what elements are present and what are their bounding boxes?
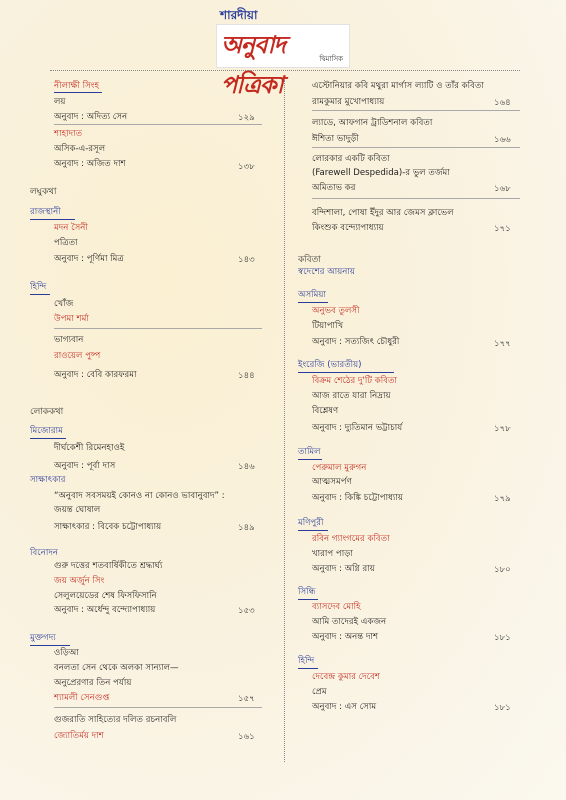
entry-translator: অনুবাদ : দ্যুতিমান ভট্টাচার্য	[312, 423, 403, 433]
separator	[312, 110, 520, 111]
underline	[298, 302, 328, 303]
section-heading: লঘুকথা	[30, 187, 57, 197]
page-number: ১৭৮	[494, 424, 511, 434]
entry-author: পেরুমাল মুরুগন	[312, 463, 367, 473]
separator	[54, 124, 262, 125]
section-heading: সাক্ষাৎকার	[30, 475, 66, 485]
entry-title: বন্দিশালা, পোষা ইঁদুর আর জেমস ক্লাভেল	[312, 208, 454, 218]
section-heading: মুক্তগদ্য	[30, 633, 56, 643]
entry-translator: অনুবাদ : পূর্বা দাস	[54, 461, 116, 471]
entry-author: মদন সৈনী	[54, 223, 88, 233]
entry-title: আমি তাদেরই একজন	[312, 617, 387, 627]
entry-title-cont: অনুপ্রেরণার তিন পর্যায়	[54, 678, 132, 688]
entry-translator: অনুবাদ : পূর্ণিমা মিত্র	[54, 254, 124, 264]
language-label: সিন্ধি	[298, 587, 316, 597]
entry-title: এস্টোনিয়ার কবি মথুরা মার্গাস ল্যাটি ও তাঁর কবিতা	[312, 81, 484, 91]
page-number: ১৫৩	[238, 606, 255, 616]
underline	[54, 92, 102, 93]
page-number: ১৫৭	[238, 694, 255, 704]
entry-title: দীর্ঘকেশী রিমেনহাওই	[54, 443, 125, 453]
section-heading: লোককথা	[30, 407, 64, 417]
separator	[54, 328, 262, 329]
page-number: ১৬৮	[494, 184, 511, 194]
entry-author: রামকুমার মুখোপাধ্যায়	[312, 97, 385, 107]
language-label: অসমিয়া	[298, 290, 326, 300]
entry-title: অসিক-এ-রসূল	[54, 144, 106, 154]
entry-title: আত্মসমর্পণ	[312, 477, 352, 487]
entry-author: জয়ন্ত ঘোষাল	[54, 505, 101, 515]
entry-author: ব্যাসদেব মোহি	[312, 602, 361, 612]
section-heading: কবিতা	[298, 255, 321, 265]
entry-title-cont: (Farewell Despedida)-র ভুল তর্জমা	[312, 168, 450, 178]
section-heading: বিনোদন	[30, 548, 58, 558]
entry-title: টিয়াপাখি	[312, 321, 344, 331]
page-number: ১৪৯	[238, 523, 255, 533]
entry-author: শ্যামলী সেনগুপ্ত	[54, 693, 110, 703]
page-number: ১৬৬	[494, 135, 511, 145]
entry-translator: অনুবাদ : সত্যজিৎ চৌধুরী	[312, 337, 400, 347]
entry-title: ভাগ্যবান	[54, 335, 84, 345]
top-divider	[50, 70, 520, 71]
entry-title: আজ রাতে যারা নিদ্রায়	[312, 391, 391, 401]
entry-title: পত্রিতা	[54, 238, 78, 248]
entry-author: কিংশুক বন্দ্যোপাধ্যায়	[312, 223, 384, 233]
entry-title: লয়	[54, 97, 66, 107]
entry-title: লোরকার একটি কবিতা	[312, 154, 390, 164]
entry-title: খারাপ পাড়া	[312, 549, 353, 559]
language-label: মণিপুরী	[298, 518, 324, 528]
language-label: হিন্দি	[30, 282, 47, 292]
entry-author: অমিতাভ কর	[312, 183, 356, 193]
page-number: ১৪৬	[238, 462, 255, 472]
column-divider	[284, 80, 285, 762]
magazine-logo	[216, 24, 350, 99]
underline	[298, 599, 318, 600]
separator	[312, 198, 520, 199]
page-number: ১২৯	[238, 113, 255, 123]
page-number: ১৮১	[494, 703, 511, 713]
entry-author: জ্যোতির্ময় দাশ	[54, 731, 104, 741]
underline	[30, 438, 66, 439]
page-number: ১৮০	[494, 565, 511, 575]
entry-author: রাওয়েল পুষ্প	[54, 351, 101, 361]
page-number: ১৭৯	[494, 494, 511, 504]
underline	[30, 219, 75, 220]
page-number: ১৩৮	[238, 162, 255, 172]
entry-title: গুজরাতি সাহিত্যের দলিত রচনাবলি	[54, 715, 177, 725]
entry-subtitle: গুরু দত্তের শতবার্ষিকীতে শ্রদ্ধার্ঘ্য	[54, 561, 163, 571]
entry-translator: অনুবাদ : অনন্ত দাশ	[312, 632, 379, 642]
separator	[312, 147, 520, 148]
entry-title: “অনুবাদ সবসময়ই কোনও না কোনও ভাবানুবাদ” :	[54, 491, 225, 501]
underline	[30, 294, 50, 295]
entry-translator: সাক্ষাৎকার : বিবেক চট্টোপাধ্যায়	[54, 522, 162, 532]
entry-author: শাহাদাত	[54, 129, 83, 139]
entry-title: ল্যাডে, আফগান ট্রাডিশনাল কবিতা	[312, 118, 433, 128]
entry-title: বিশ্লেষণ	[312, 406, 339, 416]
entry-title: বনলতা সেন থেকে অলকা সান্যাল—	[54, 663, 179, 673]
entry-author: দেবেন্দ্র কুমার দেবেশ	[312, 672, 380, 682]
entry-title: খোঁজ	[54, 299, 74, 309]
entry-author: অনুভব তুলসী	[312, 306, 360, 316]
underline	[298, 668, 318, 669]
entry-translator: অনুবাদ : বেবি কারফরমা	[54, 370, 137, 380]
page-number: ১৬৪	[494, 98, 511, 108]
language-label: রাজস্থানী	[30, 207, 61, 217]
entry-title: প্রেম	[312, 687, 327, 697]
entry-author: রবিন গ্যাংগমের কবিতা	[312, 534, 390, 544]
section-subheading: স্বদেশের আয়নায়	[298, 267, 355, 277]
entry-translator: অনুবাদ : অজিত দাশ	[54, 159, 126, 169]
entry-author: ঈশিতা ভাদুড়ী	[312, 134, 359, 144]
page-number: ১৭৭	[494, 339, 511, 349]
entry-author: বিক্রম শেঠের দু'টি কবিতা	[312, 376, 397, 386]
language-label: ইংরেজি (ভারতীয়)	[298, 360, 362, 370]
separator	[54, 707, 262, 708]
entry-author: নীলাক্ষী সিংহ	[54, 81, 99, 91]
language-label: মিজোরাম	[30, 426, 63, 436]
underline	[298, 372, 394, 373]
underline	[30, 645, 70, 646]
page-number: ১৬১	[238, 732, 255, 742]
logo-title: অনুবাদ পত্রিকা	[221, 31, 286, 99]
underline	[298, 530, 328, 531]
language-label: তামিল	[298, 447, 321, 457]
page-number: ১৮১	[494, 633, 511, 643]
entry-translator: অনুবাদ : এস সোম	[312, 702, 377, 712]
logo-subtitle: দ্বিমাসিক	[319, 55, 343, 63]
entry-title: সেলুলয়েডের শেষ ফিসফিসানি	[54, 591, 157, 601]
magazine-kicker: শারদীয়া	[220, 8, 258, 22]
language-label: হিন্দি	[298, 656, 315, 666]
entry-translator: অনুবাদ : অগ্নি রায়	[312, 564, 375, 574]
entry-translator: অনুবাদ : অদিত্য সেন	[54, 112, 128, 122]
entry-translator: অনুবাদ : কিঙ্কি চট্টোপাধ্যায়	[312, 493, 403, 503]
page-number: ১৭১	[494, 224, 511, 234]
language-label: ওড়িআ	[54, 648, 79, 658]
entry-translator: অনুবাদ : অর্ধেন্দু বন্দ্যোপাধ্যায়	[54, 605, 156, 615]
page-number: ১৪৩	[238, 255, 255, 265]
entry-author: জয় অর্জুন সিং	[54, 576, 105, 586]
entry-author: উপমা শর্মা	[54, 314, 89, 324]
page-number: ১৪৪	[238, 371, 255, 381]
underline	[298, 459, 322, 460]
